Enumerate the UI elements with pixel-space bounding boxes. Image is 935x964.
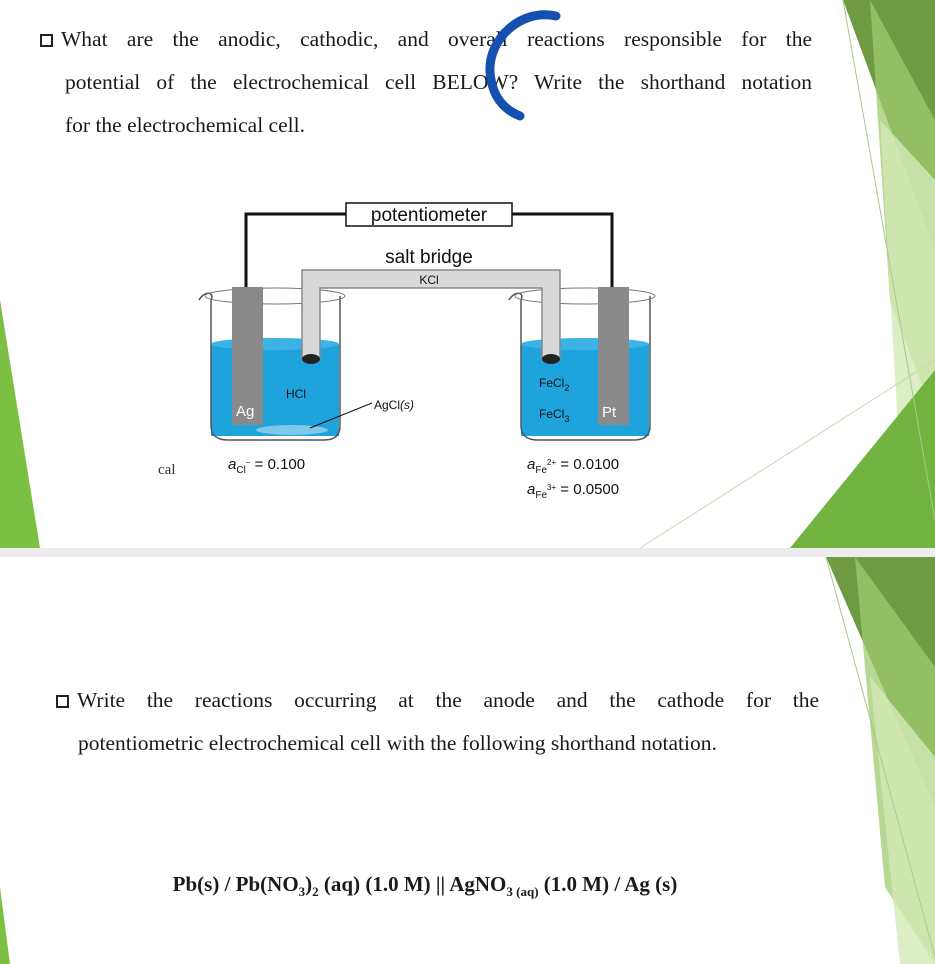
notation-part-2: )	[305, 872, 313, 896]
slide-divider	[0, 548, 935, 557]
salt-bridge-plug-left	[302, 354, 320, 364]
notation-sub-2: 2	[312, 884, 319, 900]
question-1-line-2: potential of the electrochemical cell BELOW? Write the shorthand notation	[65, 70, 812, 94]
notation-part-4: (1.0 M) / Ag (s)	[538, 872, 678, 896]
right-activity-1: $a_{Fe}^{2+} = 0.0100$	[527, 456, 620, 476]
question-2	[56, 679, 819, 765]
question-1-line-1: What are the anodic, cathodic, and overall reactions responsible for the	[61, 27, 812, 51]
right-beaker-rim	[515, 288, 655, 304]
pt-electrode-label: Pt	[602, 404, 617, 421]
salt-bridge-content: KCl	[419, 273, 439, 287]
question-1-line-3: for the electrochemical cell.	[65, 113, 305, 137]
question-2-line-1: Write the reactions occurring at the anode and the cathode for the	[77, 688, 819, 712]
ag-electrode-label: Ag	[236, 403, 255, 420]
right-solution-surface	[521, 338, 649, 350]
agcl-label: AgCl(s)	[374, 398, 415, 412]
salt-bridge-label: salt bridge	[385, 247, 473, 268]
fecl2-label: FeCl$_2$	[539, 376, 570, 393]
left-beaker-rim	[205, 288, 345, 304]
notation-sub-3: 3 (aq)	[506, 884, 539, 900]
notation-part-1: Pb(s) / Pb(NO	[172, 872, 299, 896]
hcl-label: HCl	[286, 387, 306, 401]
right-activity-2: $a_{Fe}^{3+} = 0.0500$	[527, 481, 620, 501]
notation-sub-1: 3	[298, 884, 306, 900]
fecl3-label: FeCl$_3$	[539, 407, 570, 424]
notation-part-3: (aq) (1.0 M) || AgNO	[318, 872, 507, 896]
agcl-precipitate	[256, 425, 328, 435]
right-solution	[521, 344, 649, 436]
stray-text: cal	[158, 462, 176, 478]
salt-bridge-plug-right	[542, 354, 560, 364]
checkbox-icon	[56, 695, 69, 708]
potentiometer-label: potentiometer	[370, 205, 488, 226]
shorthand-notation	[0, 872, 850, 900]
slide-2	[0, 557, 935, 964]
question-2-line-2: potentiometric electrochemical cell with the following shorthand notation.	[78, 731, 717, 755]
left-activity: $a_{Cl}^- = 0.100$	[228, 456, 306, 476]
